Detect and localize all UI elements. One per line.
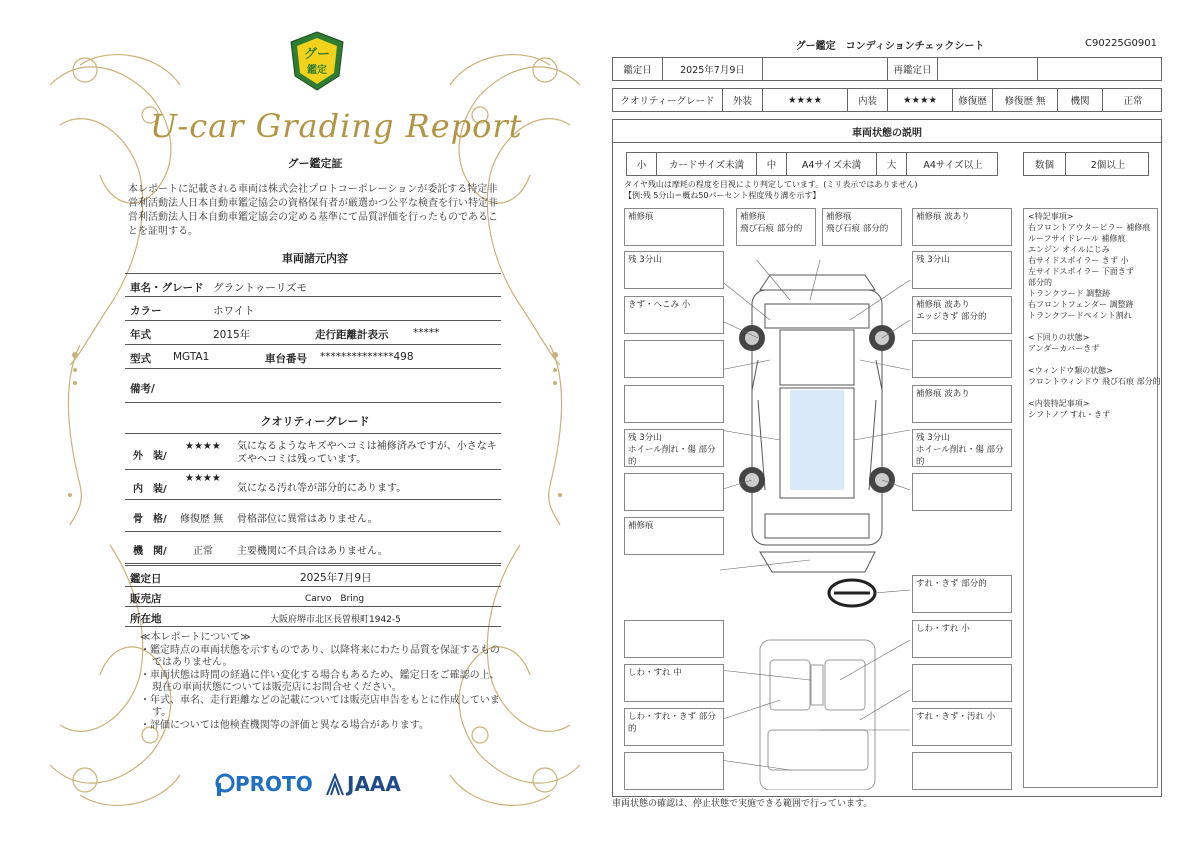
spec-title: 車両諸元内容 — [282, 252, 348, 265]
left-box-text: ホイール削れ・傷 部分的 — [628, 445, 716, 467]
right-box-7 — [912, 473, 1012, 511]
spec-row-remarks — [125, 369, 501, 403]
size-large: 大 — [877, 153, 907, 175]
dealer-label: 販売店 — [130, 593, 162, 605]
appraisal-date-value: 2025年7月9日 — [663, 58, 763, 80]
size-medium-desc: A4サイズ未満 — [787, 153, 877, 175]
interior-text: 気になる汚れ等が部分的にあります。 — [237, 483, 407, 494]
special-note-line: アンダーカバーきず — [1028, 344, 1100, 353]
exterior-stars: ★★★★ — [185, 441, 221, 452]
left-box-8 — [624, 517, 724, 555]
spec-row-color — [125, 297, 501, 321]
interior-label: 内 装/ — [133, 484, 167, 495]
top-box-text: 飛び石痕 部分的 — [826, 224, 889, 234]
right-box-1 — [912, 208, 1012, 246]
note-item: ・鑑定時点の車両状態を示すものであり、以降将来にわたり品質を保証するものではありません。 — [140, 644, 500, 668]
dealer-row — [125, 587, 501, 607]
quality-label: クオリティーグレード — [613, 89, 723, 111]
appraisal-date-value: 2025年7月9日 — [300, 572, 372, 584]
special-note-line — [1028, 354, 1153, 365]
year-label: 年式 — [130, 329, 151, 341]
left-box-text: 補修痕 — [628, 521, 654, 531]
name-value: グラントゥーリズモ — [213, 282, 308, 294]
grade-row-frame — [125, 500, 501, 532]
special-note-line: <ウィンドウ類の状態> — [1028, 366, 1113, 375]
special-note-line: 左サイドスポイラー 下面きず — [1028, 267, 1134, 276]
right-box-text: 補修痕 波あり — [916, 389, 970, 399]
jaaa-logo-icon — [325, 773, 345, 797]
right-box-text: すれ・きず・汚れ 小 — [916, 712, 996, 722]
mileage-label: 走行距離計表示 — [315, 329, 389, 341]
interior-stars: ★★★★ — [185, 473, 221, 484]
interior-stars: ★★★★ — [888, 89, 953, 111]
mileage-value: ***** — [413, 327, 440, 339]
frame-label: 骨 格/ — [133, 514, 167, 525]
address-row — [125, 607, 501, 627]
count-label: 数個 — [1024, 153, 1066, 175]
right-box-text: ホイール削れ・傷 部分的 — [916, 445, 1004, 467]
report-notes — [140, 632, 500, 732]
svg-text:鑑定: 鑑定 — [307, 65, 327, 76]
top-box-text: 飛び石痕 部分的 — [740, 224, 803, 234]
special-note-line: <内装特記事項> — [1028, 399, 1090, 408]
reappraisal-blank — [1038, 58, 1163, 80]
special-note-line: <特記事項> — [1028, 212, 1074, 221]
size-small: 小 — [627, 153, 657, 175]
left-box-12 — [624, 752, 724, 790]
special-note-line: 部分的 — [1028, 278, 1052, 287]
right-box-10 — [912, 664, 1012, 702]
notes-title: ≪本レポートについて≫ — [140, 632, 251, 643]
special-note-line: シフトノブ すれ・きず — [1028, 410, 1111, 419]
size-small-desc: カードサイズ未満 — [657, 153, 757, 175]
size-medium: 中 — [757, 153, 787, 175]
left-box-text: 残 3分山 — [628, 255, 662, 265]
left-box-text: 補修痕 — [628, 212, 654, 222]
jaaa-logo-text: JAAA — [347, 772, 401, 796]
note-item: ・年式、車名、走行距離などの記載については販売店申告をもとに作成しています。 — [140, 694, 500, 718]
spec-row-model — [125, 345, 501, 369]
frame-value: 修復歴 無 — [180, 514, 224, 525]
exterior-label: 外装 — [723, 89, 763, 111]
model-label: 型式 — [130, 353, 151, 365]
script-title: U-car Grading Report — [150, 107, 523, 145]
engine-label: 機関 — [1058, 89, 1103, 111]
appraisal-date-label: 鑑定日 — [613, 58, 663, 80]
special-note-line: トランクフードペイント割れ — [1028, 311, 1132, 320]
left-box-1 — [624, 208, 724, 246]
appraisal-date-row — [125, 565, 501, 587]
left-box-9 — [624, 620, 724, 658]
top-box-text: 補修痕 — [826, 212, 852, 222]
frame-text: 骨格部位に異常はありません。 — [237, 514, 378, 525]
grading-certificate — [40, 25, 590, 825]
special-note-line — [1028, 387, 1153, 398]
right-box-text: 残 3分山 — [916, 433, 950, 443]
left-box-text: しわ・すれ・きず 部分的 — [628, 712, 716, 734]
date-blank — [763, 58, 888, 80]
tire-note-line-1: タイヤ残山は摩耗の程度を目視により判定しています。(ミリ表示ではありません) — [624, 180, 918, 189]
special-note-line: トランクフード 調整跡 — [1028, 289, 1111, 298]
special-notes — [1023, 208, 1161, 788]
dealer-value: Carvo Bring — [305, 594, 365, 604]
reappraisal-date-value — [938, 58, 1038, 80]
left-box-text: しわ・すれ 中 — [628, 668, 682, 678]
special-note-line: ルーフサイドレール 補修痕 — [1028, 234, 1126, 243]
engine-label: 機 関/ — [133, 546, 167, 557]
sheet-code: C90225G0901 — [1085, 38, 1157, 49]
left-box-10 — [624, 664, 724, 702]
repair-value: 修復歴 無 — [993, 89, 1058, 111]
note-item: ・評価については他検査機関等の評価と異なる場合があります。 — [140, 719, 429, 731]
svg-text:グー: グー — [303, 47, 331, 62]
appraisal-date-label: 鑑定日 — [130, 573, 162, 585]
size-legend — [626, 152, 998, 176]
condition-check-sheet — [610, 30, 1165, 820]
exterior-label: 外 装/ — [133, 451, 167, 462]
sheet-footer: 車両状態の確認は、停止状態で実施できる範囲で行っています。 — [612, 799, 873, 809]
vehicle-diagram — [710, 260, 925, 790]
remarks-label: 備考/ — [130, 383, 155, 395]
right-box-text: エッジきず 部分的 — [916, 312, 987, 322]
proto-logo-text: PROTO — [235, 772, 313, 796]
right-box-3 — [912, 296, 1012, 334]
left-box-2 — [624, 251, 724, 289]
size-large-desc: A4サイズ以上 — [923, 160, 983, 171]
top-box-text: 補修痕 — [740, 212, 766, 222]
spec-row-name — [125, 273, 501, 297]
sheet-title: グー鑑定 コンディションチェックシート — [795, 41, 985, 52]
spec-row-year — [125, 321, 501, 345]
chassis-value: **************498 — [320, 351, 414, 363]
left-box-3 — [624, 296, 724, 334]
left-box-6 — [624, 429, 724, 467]
right-box-4 — [912, 340, 1012, 378]
chassis-label: 車台番号 — [265, 353, 307, 365]
left-box-text: 残 3分山 — [628, 433, 662, 443]
grade-row-interior — [125, 470, 501, 500]
name-label: 車名・グレード — [130, 282, 204, 294]
model-value: MGTA1 — [173, 351, 210, 363]
right-box-9 — [912, 620, 1012, 658]
tire-note — [624, 179, 917, 201]
grade-row-exterior — [125, 433, 501, 470]
color-value: ホワイト — [213, 305, 255, 317]
proto-logo-icon — [215, 773, 235, 797]
color-label: カラー — [130, 305, 162, 317]
date-row — [612, 57, 1162, 81]
right-box-5 — [912, 385, 1012, 423]
year-value: 2015年 — [213, 329, 251, 341]
reappraisal-date-label: 再鑑定日 — [888, 58, 938, 80]
right-box-text: 残 3分山 — [916, 255, 950, 265]
exterior-text: 気になるようなキズやヘコミは補修済みですが、小さなキズやヘコミは残っています。 — [237, 441, 497, 465]
note-item: ・車両状態は時間の経過に伴い変化する場合もあるため、鑑定日をご確認の上、現在の車両状態については販売店にお問合せください。 — [140, 669, 500, 693]
right-box-8 — [912, 575, 1012, 613]
certificate-body: 本レポートに記載される車両は株式会社プロトコーポレーションが委託する特定非営利活動法人日本自動車鑑定協会の資格保有者が厳選かつ公平な検査を行い特定非営利活動法人日本自動車鑑定協会の定める基準にて品質評価を行ったものであることを証明する。 — [128, 184, 498, 237]
left-box-11 — [624, 708, 724, 746]
condition-title-bar — [612, 119, 1162, 143]
count-legend — [1023, 152, 1149, 176]
special-note-line: 右フロントフェンダー 調整跡 — [1028, 300, 1134, 309]
engine-value: 正常 — [1123, 96, 1143, 107]
certificate-heading: グー鑑定証 — [287, 157, 343, 170]
left-box-text: きず・へこみ 小 — [628, 300, 691, 310]
address-label: 所在地 — [130, 613, 162, 625]
footer-logos — [215, 772, 415, 798]
interior-label: 内装 — [848, 89, 888, 111]
right-box-2 — [912, 251, 1012, 289]
engine-value: 正常 — [193, 546, 213, 557]
left-box-7 — [624, 473, 724, 511]
tire-note-line-2: 【例:残 5分山＝概ね50パーセント程度残り溝を示す】 — [624, 191, 821, 200]
left-box-5 — [624, 385, 724, 423]
special-note-line: <下回りの状態> — [1028, 333, 1090, 342]
right-box-11 — [912, 708, 1012, 746]
right-box-text: すれ・きず 部分的 — [916, 579, 987, 589]
goo-kantei-badge-icon — [287, 30, 347, 94]
engine-text: 主要機関に不具合はありません。 — [237, 546, 388, 557]
right-box-text: 補修痕 波あり — [916, 212, 970, 222]
right-box-12 — [912, 752, 1012, 790]
top-box-2 — [822, 208, 902, 246]
special-note-line: 右フロントアウターピラー 補修痕 — [1028, 223, 1151, 232]
count-desc: 2個以上 — [1090, 160, 1126, 171]
right-box-text: しわ・すれ 小 — [916, 624, 970, 634]
special-note-line: 右サイドスポイラー きず 小 — [1028, 256, 1129, 265]
address-value: 大阪府堺市北区長曽根町1942-5 — [270, 615, 401, 625]
steering-wheel-icon — [829, 580, 875, 606]
quality-title: クオリティーグレード — [260, 415, 370, 428]
quality-row — [612, 88, 1162, 112]
exterior-stars: ★★★★ — [763, 89, 848, 111]
special-note-line — [1028, 321, 1153, 332]
grade-row-engine — [125, 532, 501, 564]
top-box-1 — [736, 208, 816, 246]
special-note-line: フロントウィンドウ 飛び石痕 部分的 — [1028, 377, 1161, 386]
right-box-6 — [912, 429, 1012, 467]
repair-label: 修復歴 — [953, 89, 993, 111]
right-box-text: 補修痕 波あり — [916, 300, 970, 310]
condition-title: 車両状態の説明 — [852, 127, 922, 139]
special-note-line: エンジン オイルにじみ — [1028, 245, 1110, 254]
left-box-4 — [624, 340, 724, 378]
